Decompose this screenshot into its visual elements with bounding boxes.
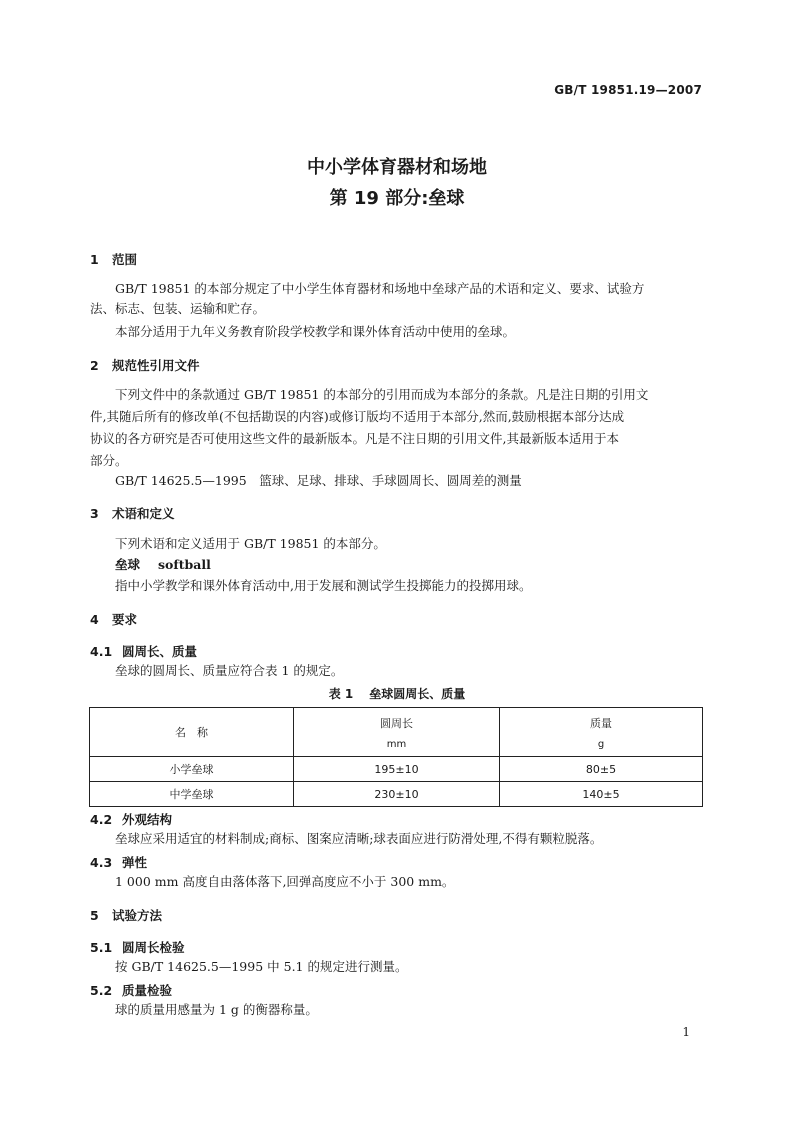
paragraph: 件,其随后所有的修改单(不包括勘误的内容)或修订版均不适用于本部分,然而,鼓励根据本部分达成 [90, 409, 625, 424]
header-mass [500, 708, 703, 757]
paragraph: 协议的各方研究是否可使用这些文件的最新版本。凡是不注日期的引用文件,其最新版本适用于本 [90, 431, 619, 446]
section-number: 4.2 [90, 812, 113, 827]
section-1-heading [90, 250, 137, 268]
cell-circumference: 230±10 [294, 782, 500, 807]
document-title: 中小学体育器材和场地 [307, 157, 487, 178]
paragraph: 球的质量用感量为 1 g 的衡器称量。 [115, 1002, 318, 1017]
table-caption [0, 685, 794, 702]
section-3-heading [90, 504, 175, 522]
paragraph: 下列文件中的条款通过 GB/T 19851 的本部分的引用而成为本部分的条款。凡是注日期的引用文 [115, 387, 649, 402]
section-5-2-heading [90, 981, 172, 999]
table-number: 表 1 [328, 687, 354, 701]
section-number: 4.3 [90, 855, 113, 870]
cell-circumference: 195±10 [294, 757, 500, 782]
paragraph: 垒球的圆周长、质量应符合表 1 的规定。 [115, 663, 344, 678]
section-number: 4 [90, 612, 99, 627]
section-title: 质量检验 [122, 983, 173, 998]
cell-mass: 140±5 [500, 782, 703, 807]
normative-reference: GB/T 14625.5—1995 篮球、足球、排球、手球圆周长、圆周差的测量 [115, 473, 522, 488]
table-header-row [90, 708, 703, 757]
table-row [90, 782, 703, 807]
section-number: 5 [90, 908, 99, 923]
document-subtitle: 第 19 部分:垒球 [329, 188, 465, 209]
section-number: 5.2 [90, 983, 113, 998]
section-4-2-heading [90, 810, 172, 828]
cell-mass: 80±5 [500, 757, 703, 782]
section-title: 要求 [112, 612, 138, 627]
header-circumference-label: 圆周长 [380, 716, 413, 730]
paragraph: 下列术语和定义适用于 GB/T 19851 的本部分。 [115, 536, 386, 551]
paragraph: 1 000 mm 高度自由落体落下,回弹高度应不小于 300 mm。 [115, 874, 455, 889]
section-2-heading [90, 356, 200, 374]
paragraph: 垒球应采用适宜的材料制成;商标、图案应清晰;球表面应进行防滑处理,不得有颗粒脱落。 [115, 831, 603, 846]
section-4-3-heading [90, 853, 147, 871]
cell-name: 中学垒球 [90, 782, 294, 807]
section-4-heading [90, 610, 137, 628]
paragraph: 本部分适用于九年义务教育阶段学校教学和课外体育活动中使用的垒球。 [115, 324, 516, 339]
paragraph: 按 GB/T 14625.5—1995 中 5.1 的规定进行测量。 [115, 959, 408, 974]
term-definition: 指中小学教学和课外体育活动中,用于发展和测试学生投掷能力的投掷用球。 [115, 578, 532, 593]
term-entry [90, 555, 706, 575]
section-title: 试验方法 [112, 908, 163, 923]
header-name: 名 称 [90, 708, 294, 757]
section-5-1-heading [90, 938, 185, 956]
paragraph: 部分。 [90, 453, 128, 468]
header-circumference-unit: mm [386, 738, 407, 750]
section-title: 弹性 [122, 855, 148, 870]
header-circumference [294, 708, 500, 757]
section-title: 范围 [112, 252, 138, 267]
cell-name: 小学垒球 [90, 757, 294, 782]
table-title: 垒球圆周长、质量 [369, 687, 466, 701]
section-title: 规范性引用文件 [112, 358, 200, 373]
section-number: 3 [90, 506, 99, 521]
section-title: 术语和定义 [112, 506, 175, 521]
section-4-1-heading [90, 642, 197, 660]
term-english: softball [158, 557, 211, 572]
standard-code: GB/T 19851.19—2007 [554, 83, 702, 97]
section-number: 2 [90, 358, 99, 373]
header-mass-label: 质量 [590, 716, 612, 730]
section-title: 圆周长、质量 [122, 644, 198, 659]
section-number: 4.1 [90, 644, 113, 659]
section-title: 圆周长检验 [122, 940, 185, 955]
section-number: 5.1 [90, 940, 113, 955]
section-5-heading [90, 906, 162, 924]
paragraph: 法、标志、包装、运输和贮存。 [90, 301, 266, 316]
term-chinese: 垒球 [115, 557, 141, 572]
table-row [90, 757, 703, 782]
section-number: 1 [90, 252, 99, 267]
header-mass-unit: g [597, 738, 605, 750]
page-number: 1 [682, 1025, 690, 1039]
section-title: 外观结构 [122, 812, 173, 827]
specification-table [89, 707, 703, 807]
paragraph: GB/T 19851 的本部分规定了中小学生体育器材和场地中垒球产品的术语和定义、要求、试验方 [115, 281, 645, 296]
